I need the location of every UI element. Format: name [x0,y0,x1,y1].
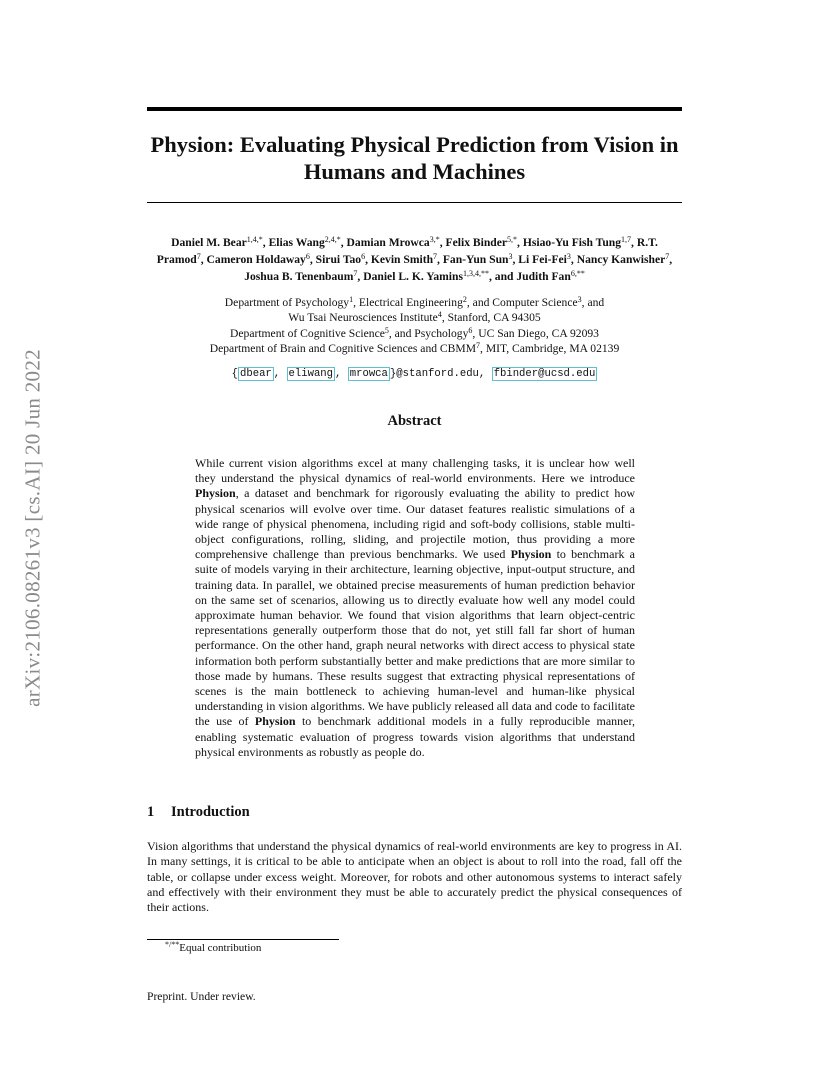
author-name: Joshua B. Tenenbaum [244,270,354,283]
arxiv-sidebar [22,297,44,759]
email-link-fbinder[interactable]: fbinder@ucsd.edu [493,368,596,380]
affiliation-line: Department of Brain and Cognitive Sciences and CBMM$^7$, MIT, Cambridge, MA 02139 [209,340,620,355]
abstract-heading: Abstract [387,413,442,429]
arxiv-identifier: arXiv:2106.08261v3 [cs.AI] 20 Jun 2022 [20,349,45,707]
affiliation-line: Department of Cognitive Science$^5$, and Psychology$^6$, UC San Diego, CA 92093 [230,325,599,340]
paper-title: Physion: Evaluating Physical Prediction from Vision in Humans and Machines [150,132,679,184]
author-affiliation-mark: 6,** [570,269,585,278]
affiliation-line: Wu Tsai Neurosciences Institute$^4$, Stanford, CA 94305 [288,310,541,325]
author-name: Felix Binder [445,236,508,249]
email-link-dbear[interactable]: dbear [240,368,272,380]
author-name: Cameron Holdaway [206,253,306,266]
affiliation-line: Department of Psychology$^1$, Electrical Engineering$^2$, and Computer Science$^3$, and [224,295,605,309]
author-separator: , [340,236,347,249]
author-separator: , [262,236,269,249]
email-domain: }@stanford.edu, [389,368,492,380]
author-affiliation-mark: 7 [665,252,670,261]
preprint-notice: Preprint. Under review. [147,990,256,1003]
author-name: Daniel L. K. Yamins [363,270,463,283]
author-separator: , [570,253,577,266]
author-affiliation-mark: 7 [433,252,438,261]
affiliations [147,295,682,356]
author-name: Li Fei-Fei [518,253,567,266]
author-emails: { dbear , eliwang , mrowca }@stanford.edu, fbinder@ucsd.edu [231,368,596,380]
author-separator: , [309,253,316,266]
email-link-eliwang[interactable]: eliwang [288,368,334,380]
section-number: 1 [147,804,155,820]
email-link-mrowca[interactable]: mrowca [349,368,388,380]
author-affiliation-mark: 6 [361,252,366,261]
author-separator: , [517,236,523,249]
title-top-rule [147,107,682,111]
author-affiliation-mark: 3 [508,252,513,261]
section-title: Introduction [171,804,250,820]
author-separator: , [669,253,673,266]
author-separator: , [200,253,207,266]
author-list [147,234,682,285]
author-separator: , [512,253,519,266]
author-affiliation-mark: 1,7 [621,235,632,244]
author-name: Daniel M. Bear [171,236,247,249]
author-separator: , [437,253,443,266]
author-separator: , [357,270,364,283]
author-separator: , [365,253,371,266]
author-name: R.T. Pramod [156,236,658,266]
author-name: Hsiao-Yu Fish Tung [522,236,622,249]
author-affiliation-mark: 3,* [429,235,440,244]
email-brace-open: { [231,368,238,380]
author-name: Sirui Tao [315,253,362,266]
author-name: Judith Fan [516,270,571,283]
author-affiliation-mark: 2,4,* [324,235,341,244]
author-name: Damian Mrowca [346,236,430,249]
footnote-text: Equal contribution [179,942,262,954]
author-affiliation-mark: 1,3,4,** [462,269,489,278]
introduction-paragraph: Vision algorithms that understand the physical dynamics of real-world environments are key to progress in AI. In many settings, it is critical to be able to anticipate when an object is about to roll into the road, fall off the table, or collapse under excess weight. Moreover, for robots and other autonomous systems to interact safely and effectively with their environment they must be able to accurately predict the physical consequences of their actions. [147,839,682,915]
footnote [165,942,261,954]
author-affiliation-mark: 7 [353,269,358,278]
footnote-mark: */** [165,940,180,949]
author-affiliation-mark: 7 [196,252,201,261]
author-name: Kevin Smith [370,253,434,266]
title-bottom-rule [147,202,682,203]
author-affiliation-mark: 3 [566,252,571,261]
author-name: Fan-Yun Sun [442,253,509,266]
author-affiliation-mark: 1,4,* [246,235,263,244]
author-separator: , [439,236,446,249]
author-separator: , and [488,270,517,283]
author-affiliation-mark: 6 [305,252,310,261]
abstract-body: While current vision algorithms excel at many challenging tasks, it is unclear how well they understand the physical dynamics of real-world environments. Here we introduce Physion, a dataset and benchmark for rigorously evaluating the ability to predict how physical scenarios will evolve over time. Our dataset features realistic simulations of a wide range of physical phenomena, including rigid and soft-body collisions, stable multi-object configurations, rolling, sliding, and projectile motion, thus providing a more comprehensive challenge than previous benchmarks. We used Physion to benchmark a suite of models varying in their architecture, learning objective, input-output structure, and training data. In parallel, we obtained precise measurements of human prediction behavior on the same set of scenarios, allowing us to directly evaluate how well any model could approximate human behavior. We found that vision algorithms that learn object-centric representations generally outperform those that do not, yet still fall far short of human performance. On the other hand, graph neural networks with direct access to physical state information both perform substantially better and make predictions that are more similar to those made by humans. These results suggest that extracting physical representations of scenes is the main bottleneck to achieving human-level and human-like physical understanding in vision algorithms. We have publicly released all data and code to facilitate the use of Physion to benchmark additional models in a fully reproducible manner, enabling systematic evaluation of progress towards vision algorithms that understand physical environments as robustly as people do. [195,456,636,759]
author-name: Elias Wang [268,236,325,249]
section-heading-introduction [147,804,250,821]
author-name: Nancy Kanwisher [576,253,666,266]
author-affiliation-mark: 5,* [507,235,518,244]
author-separator: , [631,236,637,249]
